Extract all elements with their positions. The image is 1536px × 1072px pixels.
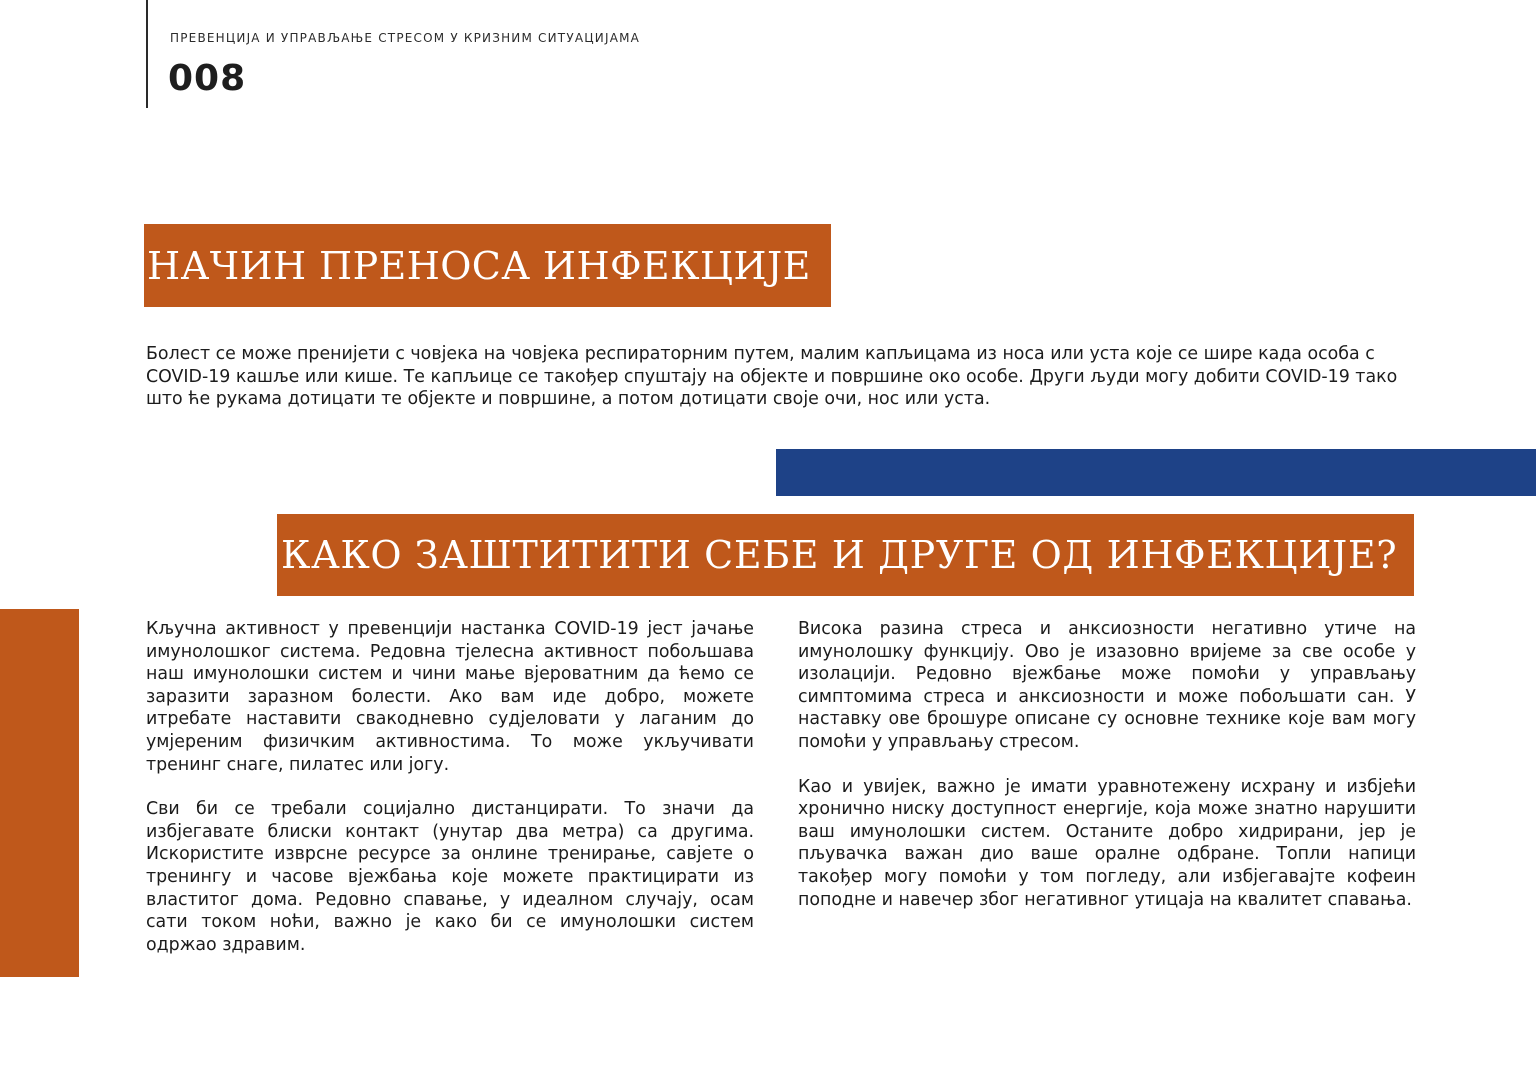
left-column-paragraph: Сви би се требали социјално дистанцирати. То значи да избјегавате блиски контакт (унутар два метра) са другима. Искористите изврсне ресурсе за онлине тренирање, савјете о тренингу и часове вјежбања које можете практицирати из властитог дома. Редовно спавање, у идеалном случају, осам сати током ноћи, важно је како би се имунолошки систем одржао здравим. <box>146 799 754 955</box>
right-column-paragraph: Висока разина стреса и анксиозности негативно утиче на имунолошку функцију. Ово је изазовно вријеме за све особе у изолацији. Редовно вјежбање може помоћи у управљању симптомима стреса и анксиозности и може побољшати сан. У наставку ове брошуре описане су основне технике које вам могу помоћи у управљању стресом. <box>798 619 1416 752</box>
section-heading-transmission-text: НАЧИН ПРЕНОСА ИНФЕКЦИЈЕ <box>147 243 811 288</box>
transmission-paragraph: Болест се може пренијети с човјека на човјека респираторним путем, малим капљицама из носа или уста које се шире када особа с COVID-19 кашље или кише. Те капљице се такођер спуштају на објекте и површине око особе. Други људи могу добити COVID-19 тако што ће рукама дотицати те објекте и површине, а потом дотицати своје очи, нос или уста. <box>146 344 1398 410</box>
section-heading-protection <box>277 514 1414 596</box>
decorative-blue-bar <box>776 449 1536 496</box>
decorative-orange-side-block <box>0 609 79 977</box>
page-number: 008 <box>168 58 247 99</box>
left-column-paragraph: Кључна активност у превенцији настанка COVID-19 јест јачање имунолошког система. Редовна тјелесна активност побољшава наш имунолошки систем и чини мање вјероватним да ћемо се заразити заразном болести. Ако вам иде добро, можете итребате наставити свакодневно судјеловати у лаганим до умјереним физичким активностима. То може укључивати тренинг снаге, пилатес или јогу. <box>146 619 754 775</box>
right-column <box>798 618 1416 933</box>
header-divider-line <box>146 0 148 108</box>
right-column-paragraph: Као и увијек, важно је имати уравнотежену исхрану и избјећи хронично ниску доступност енергије, која може знатно нарушити ваш имунолошки систем. Останите добро хидрирани, јер је пљувачка важан дио ваше оралне одбране. Топли напици такођер могу помоћи у том погледу, али избјегавајте кофеин поподне и навечер због негативног утицаја на квалитет спавања. <box>798 776 1416 910</box>
left-column <box>146 618 754 978</box>
document-title: ПРЕВЕНЦИЈА И УПРАВЉАЊЕ СТРЕСОМ У КРИЗНИМ СИТУАЦИЈАМА <box>170 31 641 45</box>
section-heading-protection-text: КАКО ЗАШТИТИТИ СЕБЕ И ДРУГЕ ОД ИНФЕКЦИЈЕ? <box>281 533 1398 577</box>
section-heading-transmission <box>144 224 831 307</box>
